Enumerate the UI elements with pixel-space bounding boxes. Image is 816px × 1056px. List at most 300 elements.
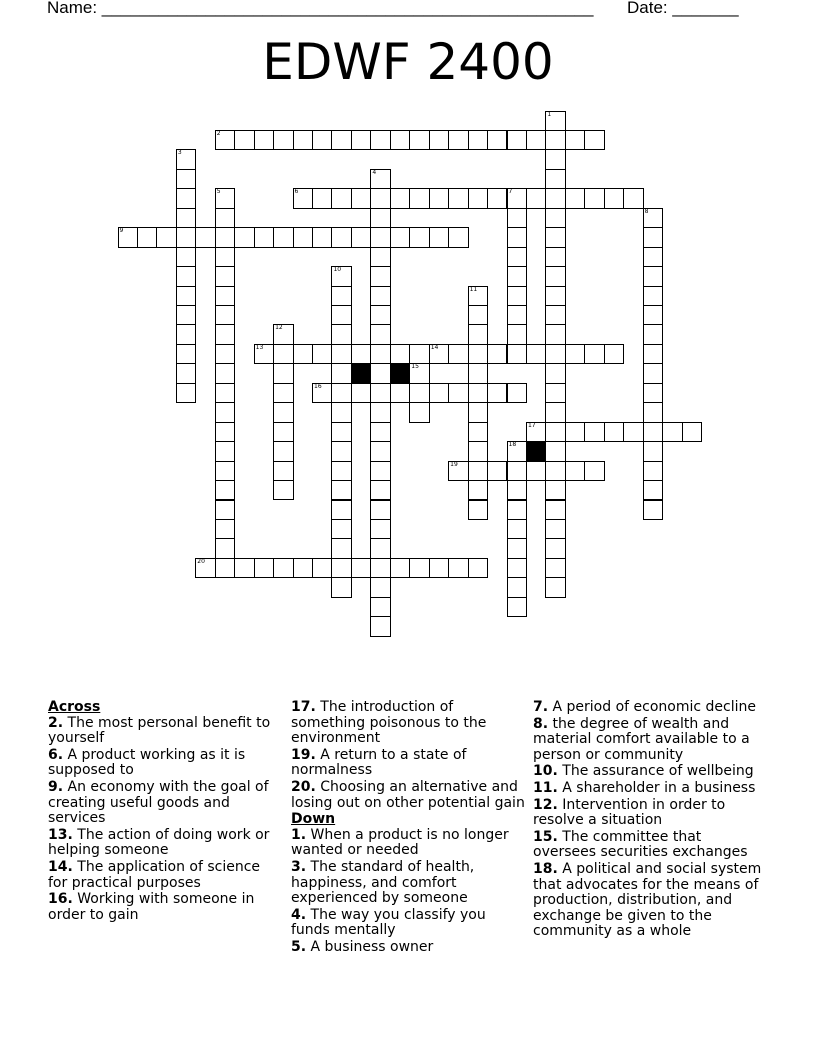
crossword-cell[interactable] bbox=[331, 363, 351, 383]
clue-number-label: 7. bbox=[533, 699, 549, 715]
crossword-cell[interactable] bbox=[604, 188, 624, 208]
crossword-cell[interactable] bbox=[273, 363, 293, 383]
crossword-cell[interactable] bbox=[273, 441, 293, 461]
crossword-cell[interactable] bbox=[370, 402, 390, 422]
crossword-cell[interactable] bbox=[331, 402, 351, 422]
crossword-cell[interactable] bbox=[390, 130, 410, 150]
crossword-cell[interactable] bbox=[370, 208, 390, 228]
crossword-cell[interactable] bbox=[215, 422, 235, 442]
crossword-cell[interactable] bbox=[293, 344, 313, 364]
crossword-cell[interactable] bbox=[370, 363, 390, 383]
crossword-cell[interactable] bbox=[156, 227, 176, 247]
crossword-cell[interactable] bbox=[584, 188, 604, 208]
crossword-cell[interactable] bbox=[507, 286, 527, 306]
crossword-cell[interactable] bbox=[254, 130, 274, 150]
crossword-cell[interactable] bbox=[370, 286, 390, 306]
clue-text: A business owner bbox=[306, 938, 434, 955]
crossword-cell[interactable] bbox=[468, 130, 488, 150]
crossword-cell[interactable] bbox=[331, 441, 351, 461]
down-clue bbox=[533, 717, 763, 764]
crossword-cell[interactable] bbox=[409, 188, 429, 208]
crossword-cell[interactable] bbox=[429, 227, 449, 247]
crossword-cell[interactable] bbox=[273, 324, 293, 344]
clue-number-label: 9. bbox=[48, 778, 64, 795]
crossword-cell[interactable] bbox=[487, 188, 507, 208]
crossword-cell[interactable] bbox=[584, 130, 604, 150]
crossword-cell[interactable] bbox=[370, 383, 390, 403]
crossword-cell[interactable] bbox=[487, 461, 507, 481]
crossword-cell[interactable] bbox=[370, 461, 390, 481]
crossword-cell[interactable] bbox=[409, 344, 429, 364]
clue-text: A shareholder in a business bbox=[557, 779, 756, 796]
crossword-cell[interactable] bbox=[118, 227, 138, 247]
crossword-cell[interactable] bbox=[390, 558, 410, 578]
clue-number-label: 15. bbox=[533, 828, 558, 845]
crossword-cell[interactable] bbox=[643, 247, 663, 267]
crossword-cell[interactable] bbox=[507, 500, 527, 520]
crossword-cell[interactable] bbox=[370, 558, 390, 578]
crossword-cell[interactable] bbox=[390, 227, 410, 247]
crossword-cell[interactable] bbox=[331, 130, 351, 150]
crossword-cell[interactable] bbox=[351, 558, 371, 578]
crossword-cell[interactable] bbox=[565, 422, 585, 442]
crossword-cell[interactable] bbox=[273, 344, 293, 364]
crossword-cell[interactable] bbox=[507, 130, 527, 150]
crossword-cell[interactable] bbox=[370, 597, 390, 617]
down-clue bbox=[291, 908, 526, 939]
crossword-cell[interactable] bbox=[545, 227, 565, 247]
clue-number: 7 bbox=[508, 188, 513, 196]
clue-text: The committee that oversees securities exchanges bbox=[533, 828, 748, 861]
crossword-cell[interactable] bbox=[215, 402, 235, 422]
crossword-cell[interactable] bbox=[545, 558, 565, 578]
across-clue bbox=[291, 780, 526, 811]
crossword-cell[interactable] bbox=[331, 305, 351, 325]
crossword-cell[interactable] bbox=[468, 461, 488, 481]
crossword-cell[interactable] bbox=[507, 227, 527, 247]
crossword-cell[interactable] bbox=[215, 188, 235, 208]
crossword-cell[interactable] bbox=[545, 402, 565, 422]
crossword-cell[interactable] bbox=[331, 188, 351, 208]
crossword-cell[interactable] bbox=[468, 480, 488, 500]
crossword-cell[interactable] bbox=[545, 363, 565, 383]
crossword-cell[interactable] bbox=[545, 111, 565, 131]
crossword-cell[interactable] bbox=[370, 266, 390, 286]
crossword-cell[interactable] bbox=[487, 130, 507, 150]
crossword-cell[interactable] bbox=[468, 188, 488, 208]
crossword-cell[interactable] bbox=[351, 227, 371, 247]
crossword-cell[interactable] bbox=[468, 500, 488, 520]
crossword-cell[interactable] bbox=[370, 480, 390, 500]
crossword-cell[interactable] bbox=[448, 558, 468, 578]
crossword-cell[interactable] bbox=[312, 383, 332, 403]
crossword-cell[interactable] bbox=[507, 188, 527, 208]
crossword-cell[interactable] bbox=[468, 383, 488, 403]
crossword-cell[interactable] bbox=[604, 422, 624, 442]
crossword-cell[interactable] bbox=[604, 344, 624, 364]
crossword-cell[interactable] bbox=[176, 227, 196, 247]
crossword-cell[interactable] bbox=[370, 441, 390, 461]
crossword-cell[interactable] bbox=[176, 344, 196, 364]
crossword-cell[interactable] bbox=[215, 538, 235, 558]
across-clue bbox=[48, 748, 276, 779]
crossword-cell[interactable] bbox=[312, 188, 332, 208]
crossword-cell[interactable] bbox=[584, 422, 604, 442]
crossword-cell[interactable] bbox=[176, 383, 196, 403]
crossword-cell[interactable] bbox=[312, 558, 332, 578]
crossword-cell[interactable] bbox=[448, 188, 468, 208]
crossword-cell[interactable] bbox=[351, 188, 371, 208]
crossword-cell[interactable] bbox=[507, 538, 527, 558]
crossword-cell[interactable] bbox=[565, 130, 585, 150]
crossword-cell[interactable] bbox=[331, 422, 351, 442]
crossword-cell[interactable] bbox=[448, 130, 468, 150]
crossword-cell[interactable] bbox=[643, 441, 663, 461]
crossword-cell[interactable] bbox=[254, 227, 274, 247]
crossword-cell[interactable] bbox=[409, 402, 429, 422]
crossword-cell[interactable] bbox=[429, 558, 449, 578]
crossword-cell[interactable] bbox=[351, 383, 371, 403]
crossword-cell[interactable] bbox=[234, 130, 254, 150]
crossword-cell[interactable] bbox=[468, 422, 488, 442]
clue-text: The most personal benefit to yourself bbox=[48, 714, 271, 747]
crossword-cell[interactable] bbox=[312, 344, 332, 364]
crossword-cell[interactable] bbox=[312, 130, 332, 150]
crossword-cell[interactable] bbox=[643, 402, 663, 422]
clue-number: 17 bbox=[527, 421, 536, 429]
crossword-cell[interactable] bbox=[507, 383, 527, 403]
crossword-cell[interactable] bbox=[254, 344, 274, 364]
crossword-cell[interactable] bbox=[507, 305, 527, 325]
clues-column-1 bbox=[48, 700, 276, 924]
crossword-cell[interactable] bbox=[545, 324, 565, 344]
crossword-cell[interactable] bbox=[468, 324, 488, 344]
crossword-cell[interactable] bbox=[331, 558, 351, 578]
crossword-cell[interactable] bbox=[176, 247, 196, 267]
down-clue bbox=[533, 798, 763, 829]
crossword-cell[interactable] bbox=[215, 519, 235, 539]
crossword-cell[interactable] bbox=[215, 227, 235, 247]
crossword-cell[interactable] bbox=[370, 616, 390, 636]
crossword-cell[interactable] bbox=[487, 383, 507, 403]
crossword-cell[interactable] bbox=[545, 383, 565, 403]
crossword-cell[interactable] bbox=[370, 247, 390, 267]
across-clue bbox=[48, 716, 276, 747]
crossword-cell[interactable] bbox=[545, 519, 565, 539]
crossword-cell[interactable] bbox=[643, 286, 663, 306]
crossword-cell[interactable] bbox=[293, 188, 313, 208]
down-clue bbox=[533, 830, 763, 861]
crossword-cell[interactable] bbox=[507, 558, 527, 578]
crossword-cell[interactable] bbox=[370, 500, 390, 520]
crossword-cell[interactable] bbox=[370, 130, 390, 150]
crossword-cell[interactable] bbox=[429, 383, 449, 403]
crossword-cell[interactable] bbox=[195, 227, 215, 247]
crossword-cell[interactable] bbox=[234, 227, 254, 247]
crossword-cell[interactable] bbox=[331, 286, 351, 306]
crossword-cell[interactable] bbox=[643, 266, 663, 286]
crossword-cell[interactable] bbox=[565, 344, 585, 364]
crossword-cell[interactable] bbox=[507, 480, 527, 500]
crossword-cell[interactable] bbox=[643, 461, 663, 481]
crossword-cell[interactable] bbox=[623, 188, 643, 208]
crossword-cell[interactable] bbox=[409, 363, 429, 383]
clue-text: An economy with the goal of creating useful goods and services bbox=[48, 778, 269, 827]
crossword-cell[interactable] bbox=[565, 461, 585, 481]
crossword-cell[interactable] bbox=[507, 461, 527, 481]
crossword-cell[interactable] bbox=[215, 324, 235, 344]
clue-number-label: 13. bbox=[48, 826, 73, 843]
crossword-cell[interactable] bbox=[273, 480, 293, 500]
clues-column-3 bbox=[533, 700, 763, 941]
crossword-cell[interactable] bbox=[643, 363, 663, 383]
clue-text: A return to a state of normalness bbox=[291, 746, 467, 779]
crossword-cell[interactable] bbox=[565, 188, 585, 208]
crossword-cell[interactable] bbox=[545, 538, 565, 558]
crossword-cell[interactable] bbox=[351, 344, 371, 364]
crossword-cell[interactable] bbox=[215, 208, 235, 228]
crossword-cell[interactable] bbox=[370, 538, 390, 558]
crossword-cell[interactable] bbox=[331, 344, 351, 364]
crossword-cell[interactable] bbox=[526, 188, 546, 208]
crossword-cell[interactable] bbox=[273, 422, 293, 442]
crossword-cell[interactable] bbox=[176, 266, 196, 286]
crossword-cell[interactable] bbox=[545, 130, 565, 150]
crossword-cell[interactable] bbox=[370, 422, 390, 442]
down-clue bbox=[291, 828, 526, 859]
crossword-cell[interactable] bbox=[643, 324, 663, 344]
crossword-cell[interactable] bbox=[643, 383, 663, 403]
clue-text: The assurance of wellbeing bbox=[557, 763, 754, 780]
crossword-cell[interactable] bbox=[545, 461, 565, 481]
crossword-cell[interactable] bbox=[370, 169, 390, 189]
crossword-cell[interactable] bbox=[409, 227, 429, 247]
crossword-cell[interactable] bbox=[409, 558, 429, 578]
crossword-cell[interactable] bbox=[545, 149, 565, 169]
crossword-cell[interactable] bbox=[176, 208, 196, 228]
crossword-cell[interactable] bbox=[643, 480, 663, 500]
crossword-cell[interactable] bbox=[215, 305, 235, 325]
down-clue bbox=[533, 700, 763, 716]
clue-text: Intervention in order to resolve a situation bbox=[533, 796, 726, 829]
crossword-cell[interactable] bbox=[429, 130, 449, 150]
crossword-cell[interactable] bbox=[273, 130, 293, 150]
crossword-cell[interactable] bbox=[545, 480, 565, 500]
crossword-cell[interactable] bbox=[584, 344, 604, 364]
crossword-cell[interactable] bbox=[215, 500, 235, 520]
clue-number: 14 bbox=[430, 343, 439, 351]
crossword-cell[interactable] bbox=[468, 305, 488, 325]
crossword-cell[interactable] bbox=[448, 383, 468, 403]
crossword-cell[interactable] bbox=[273, 227, 293, 247]
crossword-cell[interactable] bbox=[273, 383, 293, 403]
crossword-cell[interactable] bbox=[370, 344, 390, 364]
crossword-cell[interactable] bbox=[507, 208, 527, 228]
crossword-cell[interactable] bbox=[507, 324, 527, 344]
across-heading: Across bbox=[48, 699, 101, 715]
clue-number-label: 16. bbox=[48, 891, 73, 908]
crossword-cell[interactable] bbox=[176, 188, 196, 208]
black-square bbox=[390, 363, 410, 383]
crossword-cell[interactable] bbox=[545, 266, 565, 286]
crossword-cell[interactable] bbox=[390, 188, 410, 208]
crossword-cell[interactable] bbox=[468, 441, 488, 461]
crossword-cell[interactable] bbox=[370, 305, 390, 325]
crossword-cell[interactable] bbox=[293, 227, 313, 247]
down-clue bbox=[533, 862, 763, 940]
crossword-cell[interactable] bbox=[643, 227, 663, 247]
clue-text: A political and social system that advocates for the means of production, distribution, and exchange be given to the community as a whole bbox=[533, 860, 762, 940]
crossword-cell[interactable] bbox=[468, 363, 488, 383]
crossword-cell[interactable] bbox=[331, 519, 351, 539]
crossword-cell[interactable] bbox=[370, 324, 390, 344]
crossword-cell[interactable] bbox=[662, 422, 682, 442]
across-clue bbox=[48, 892, 276, 923]
crossword-cell[interactable] bbox=[468, 402, 488, 422]
crossword-cell[interactable] bbox=[448, 344, 468, 364]
crossword-cell[interactable] bbox=[370, 519, 390, 539]
crossword-cell[interactable] bbox=[468, 344, 488, 364]
crossword-cell[interactable] bbox=[331, 266, 351, 286]
black-square bbox=[351, 363, 371, 383]
across-clue bbox=[291, 748, 526, 779]
crossword-cell[interactable] bbox=[293, 130, 313, 150]
crossword-cell[interactable] bbox=[176, 305, 196, 325]
clue-number: 10 bbox=[333, 266, 342, 274]
crossword-cell[interactable] bbox=[468, 558, 488, 578]
across-clue bbox=[48, 860, 276, 891]
crossword-cell[interactable] bbox=[273, 402, 293, 422]
clue-text: Working with someone in order to gain bbox=[48, 891, 255, 923]
clue-number-label: 1. bbox=[291, 826, 307, 843]
crossword-cell[interactable] bbox=[215, 344, 235, 364]
crossword-cell[interactable] bbox=[331, 324, 351, 344]
clue-text: The introduction of something poisonous to the environment bbox=[291, 699, 487, 747]
clue-number-label: 18. bbox=[533, 860, 558, 877]
crossword-cell[interactable] bbox=[468, 286, 488, 306]
crossword-cell[interactable] bbox=[331, 383, 351, 403]
crossword-cell[interactable] bbox=[390, 344, 410, 364]
crossword-cell[interactable] bbox=[254, 558, 274, 578]
crossword-cell[interactable] bbox=[234, 558, 254, 578]
crossword-cell[interactable] bbox=[137, 227, 157, 247]
across-clue bbox=[48, 828, 276, 859]
clue-text: The action of doing work or helping someone bbox=[48, 826, 270, 859]
crossword-cell[interactable] bbox=[331, 500, 351, 520]
crossword-cell[interactable] bbox=[312, 227, 332, 247]
clue-text: When a product is no longer wanted or needed bbox=[291, 826, 509, 859]
crossword-cell[interactable] bbox=[215, 480, 235, 500]
crossword-cell[interactable] bbox=[487, 344, 507, 364]
crossword-cell[interactable] bbox=[545, 305, 565, 325]
clue-number: 15 bbox=[411, 363, 419, 371]
crossword-cell[interactable] bbox=[331, 227, 351, 247]
crossword-cell[interactable] bbox=[409, 383, 429, 403]
crossword-cell[interactable] bbox=[643, 208, 663, 228]
clue-number: 4 bbox=[372, 168, 377, 176]
crossword-cell[interactable] bbox=[273, 558, 293, 578]
crossword-cell[interactable] bbox=[429, 188, 449, 208]
crossword-cell[interactable] bbox=[507, 266, 527, 286]
crossword-cell[interactable] bbox=[545, 286, 565, 306]
crossword-cell[interactable] bbox=[526, 422, 546, 442]
crossword-cell[interactable] bbox=[215, 266, 235, 286]
crossword-cell[interactable] bbox=[370, 227, 390, 247]
crossword-cell[interactable] bbox=[176, 363, 196, 383]
crossword-cell[interactable] bbox=[545, 344, 565, 364]
clue-number: 16 bbox=[314, 382, 322, 390]
crossword-cell[interactable] bbox=[351, 130, 371, 150]
crossword-cell[interactable] bbox=[526, 344, 546, 364]
crossword-cell[interactable] bbox=[409, 130, 429, 150]
crossword-cell[interactable] bbox=[176, 169, 196, 189]
clue-number: 1 bbox=[547, 110, 552, 118]
crossword-cell[interactable] bbox=[643, 422, 663, 442]
crossword-cell[interactable] bbox=[331, 538, 351, 558]
crossword-cell[interactable] bbox=[507, 247, 527, 267]
crossword-cell[interactable] bbox=[331, 577, 351, 597]
crossword-cell[interactable] bbox=[507, 441, 527, 461]
crossword-cell[interactable] bbox=[526, 130, 546, 150]
crossword-cell[interactable] bbox=[331, 461, 351, 481]
crossword-cell[interactable] bbox=[370, 188, 390, 208]
crossword-cell[interactable] bbox=[293, 558, 313, 578]
crossword-cell[interactable] bbox=[545, 500, 565, 520]
across-clue bbox=[48, 780, 276, 827]
down-clue bbox=[533, 764, 763, 780]
crossword-cell[interactable] bbox=[682, 422, 702, 442]
crossword-cell[interactable] bbox=[215, 461, 235, 481]
crossword-cell[interactable] bbox=[623, 422, 643, 442]
crossword-cell[interactable] bbox=[545, 188, 565, 208]
crossword-cell[interactable] bbox=[643, 500, 663, 520]
crossword-cell[interactable] bbox=[507, 519, 527, 539]
crossword-cell[interactable] bbox=[526, 461, 546, 481]
crossword-cell[interactable] bbox=[429, 344, 449, 364]
crossword-cell[interactable] bbox=[215, 383, 235, 403]
crossword-cell[interactable] bbox=[215, 247, 235, 267]
crossword-cell[interactable] bbox=[176, 149, 196, 169]
crossword-cell[interactable] bbox=[176, 324, 196, 344]
crossword-cell[interactable] bbox=[545, 208, 565, 228]
crossword-cell[interactable] bbox=[507, 597, 527, 617]
crossword-cell[interactable] bbox=[507, 344, 527, 364]
crossword-cell[interactable] bbox=[448, 461, 468, 481]
crossword-cell[interactable] bbox=[195, 558, 215, 578]
crossword-cell[interactable] bbox=[215, 441, 235, 461]
crossword-cell[interactable] bbox=[215, 363, 235, 383]
crossword-cell[interactable] bbox=[545, 441, 565, 461]
clue-number: 18 bbox=[508, 441, 517, 449]
crossword-cell[interactable] bbox=[545, 247, 565, 267]
crossword-cell[interactable] bbox=[448, 227, 468, 247]
crossword-cell[interactable] bbox=[584, 461, 604, 481]
crossword-cell[interactable] bbox=[545, 422, 565, 442]
crossword-cell[interactable] bbox=[545, 577, 565, 597]
crossword-cell[interactable] bbox=[176, 286, 196, 306]
crossword-cell[interactable] bbox=[390, 383, 410, 403]
crossword-cell[interactable] bbox=[643, 344, 663, 364]
crossword-cell[interactable] bbox=[545, 169, 565, 189]
crossword-cell[interactable] bbox=[215, 286, 235, 306]
crossword-cell[interactable] bbox=[331, 480, 351, 500]
crossword-cell[interactable] bbox=[370, 577, 390, 597]
crossword-cell[interactable] bbox=[643, 305, 663, 325]
crossword-cell[interactable] bbox=[273, 461, 293, 481]
crossword-cell[interactable] bbox=[507, 577, 527, 597]
crossword-cell[interactable] bbox=[215, 558, 235, 578]
crossword-cell[interactable] bbox=[215, 130, 235, 150]
